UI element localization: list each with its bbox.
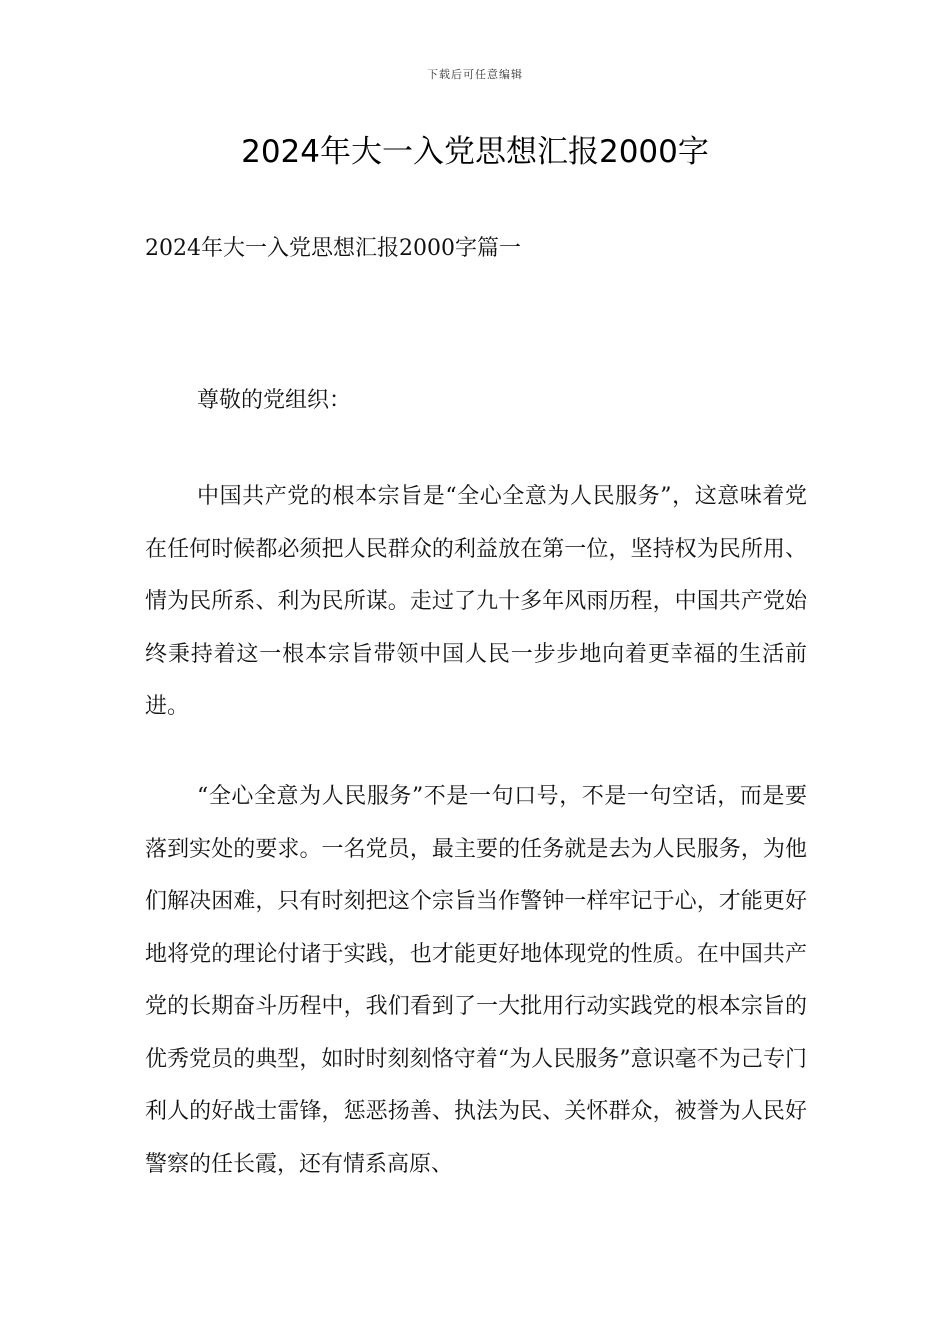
body-paragraph-2: “全心全意为人民服务”不是一句口号，不是一句空话，而是要落到实处的要求。一名党员，最主要的任务就是去为人民服务，为他们解决困难，只有时刻把这个宗旨当作警钟一样牢记于心，才能更好地将党的理论付诸于实践，也才能更好地体现党的性质。在中国共产党的长期奋斗历程中，我们看到了一大批用行动实践党的根本宗旨的优秀党员的典型，如时时刻刻恪守着“为人民服务”意识毫不为己专门利人的好战士雷锋，惩恶扬善、执法为民、关怀群众，被誉为人民好警察的任长霞，还有情系高原、: [145, 784, 807, 1177]
body-paragraph-1: 中国共产党的根本宗旨是“全心全意为人民服务”，这意味着党在任何时候都必须把人民群众的利益放在第一位，坚持权为民所用、情为民所系、利为民所谋。走过了九十多年风雨历程，中国共产党始终秉持着这一根本宗旨带领中国人民一步步地向着更幸福的生活前进。: [145, 484, 807, 719]
header-note: 下载后可任意编辑: [427, 68, 523, 81]
salutation: 尊敬的党组织：: [197, 388, 352, 413]
document-title: 2024年大一入党思想汇报2000字: [241, 134, 709, 170]
section-title: 2024年大一入党思想汇报2000字篇一: [145, 236, 521, 261]
